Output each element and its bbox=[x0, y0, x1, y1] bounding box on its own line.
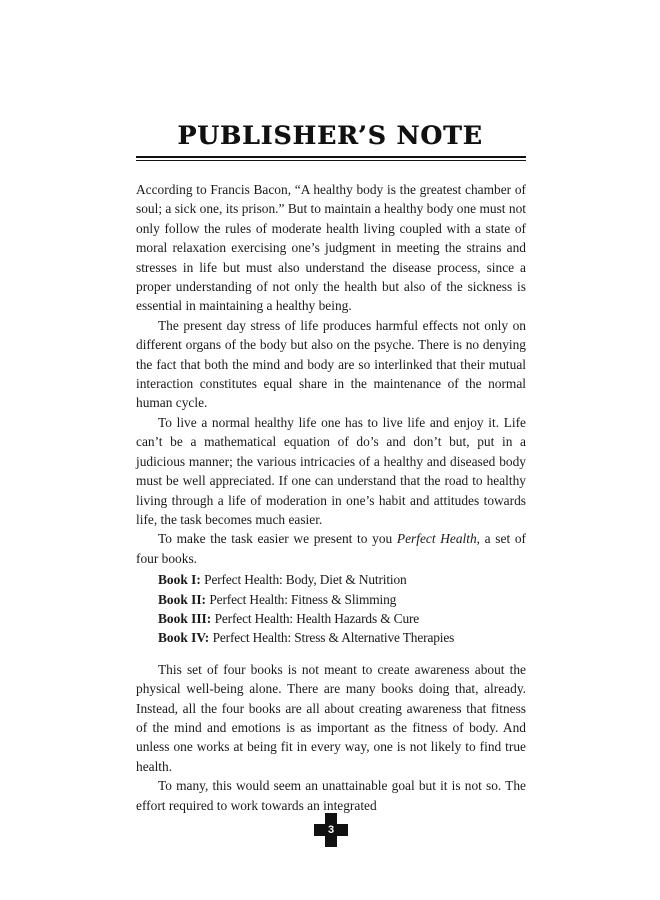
page-title: PUBLISHER’S NOTE bbox=[177, 121, 483, 150]
book-list-item bbox=[158, 570, 526, 589]
book-list-item bbox=[158, 628, 526, 647]
paragraph-3: To live a normal healthy life one has to live life and enjoy it. Life can’t be a mathematical equation of do’s and don’t but, put in a judicious manner; the various intricacies of a healthy and diseased body must be well appreciated. If one can understand that the road to healthy living through a life of moderation in one’s habit and attitudes towards life, the task becomes much easier. bbox=[136, 414, 526, 527]
title-rule-thin bbox=[136, 160, 526, 161]
book-title: Perfect Health: Health Hazards & Cure bbox=[214, 610, 420, 626]
book-label: Book I: bbox=[158, 572, 201, 588]
book-title: Perfect Health: Body, Diet & Nutrition bbox=[204, 572, 407, 588]
paragraph-5: This set of four books is not meant to create awareness about the physical well-being alone. There are many books doing that, already. Instead, all the four books are all about creating awareness that fitness of the mind and emotions is as important as the fitness of body. And unless one works at being fit in every way, one is not likely to find true health. bbox=[136, 661, 526, 774]
series-title: Perfect Health bbox=[396, 531, 477, 547]
paragraph-6: To many, this would seem an unattainable goal but it is not so. The effort required to work towards an integrated bbox=[136, 778, 526, 813]
book-list bbox=[158, 570, 526, 648]
book-title: Perfect Health: Stress & Alternative Therapies bbox=[212, 630, 455, 646]
paragraph-2: The present day stress of life produces harmful effects not only on different organs of the body but also on the psyche. There is no denying the fact that both the mind and body are so interlinked that their mutual interaction constitutes equal share in the maintenance of the normal human cycle. bbox=[136, 317, 526, 411]
page-number: 3 bbox=[327, 824, 335, 836]
book-label: Book III: bbox=[158, 610, 212, 626]
book-label: Book IV: bbox=[158, 630, 210, 646]
book-label: Book II: bbox=[158, 591, 206, 607]
title-rule-thick bbox=[136, 156, 526, 158]
book-list-item bbox=[158, 590, 526, 609]
page-number-cross-icon bbox=[314, 813, 348, 847]
paragraph-1: According to Francis Bacon, “A healthy body is the greatest chamber of soul; a sick one, its prison.” But to maintain a healthy body one must not only follow the rules of moderate health living coupled with a state of moral relaxation exercising one’s judgment in meeting the strains and stresses in life but must also understand the disease process, since a proper understanding of not only the health but also of the sickness is essential in maintaining a healthy being. bbox=[136, 182, 526, 314]
book-title: Perfect Health: Fitness & Slimming bbox=[209, 591, 397, 607]
paragraph-4-lead: To make the task easier we present to you bbox=[158, 531, 397, 547]
paragraph-4-tail: , a set of four books. bbox=[136, 531, 526, 566]
book-list-item bbox=[158, 609, 526, 628]
paragraph-4 bbox=[136, 529, 526, 568]
body-text bbox=[136, 180, 526, 815]
